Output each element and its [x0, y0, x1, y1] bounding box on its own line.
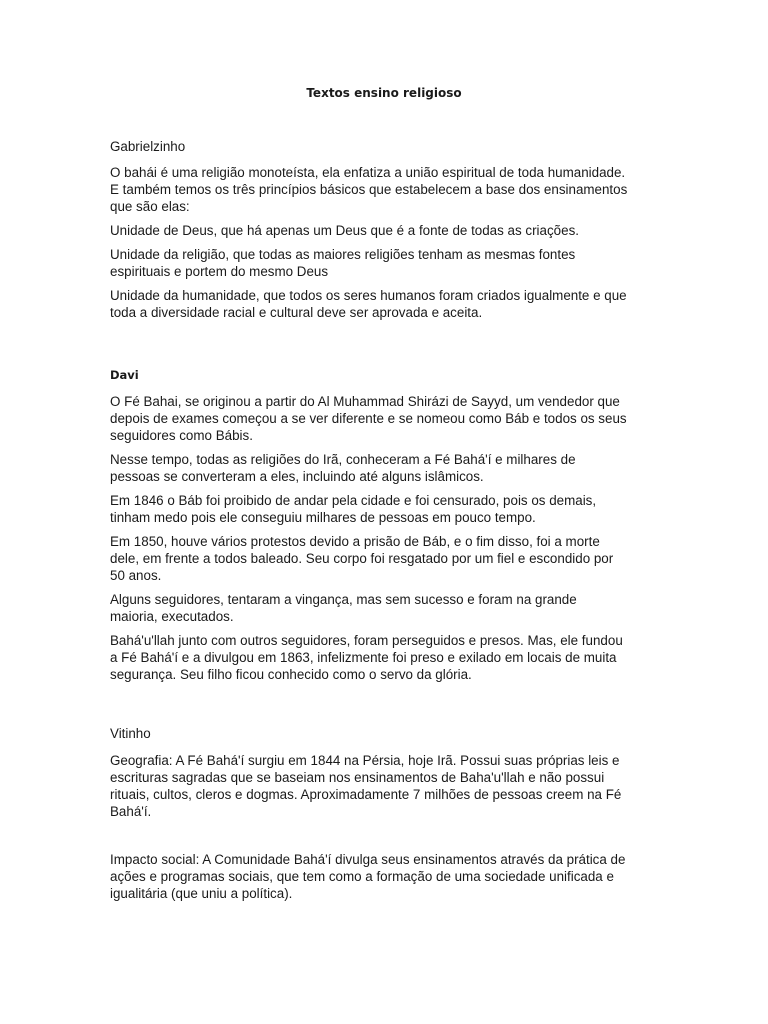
document-title: Textos ensino religioso: [306, 86, 462, 100]
paragraph: Unidade da humanidade, que todos os seres humanos foram criados igualmente e que toda a diversidade racial e cultural deve ser aprovada e aceita.: [110, 288, 627, 320]
paragraph: O Fé Bahai, se originou a partir do Al Muhammad Shirázi de Sayyd, um vendedor que depois de exames começou a se ver diferente e se nomeou como Báb e todos os seus seguidores como Bábis.: [110, 394, 627, 443]
paragraph: Impacto social: A Comunidade Bahá'í divulga seus ensinamentos através da prática de ações e programas sociais, que tem como a formação de uma sociedade unificada e igualitária (que uniu a política).: [110, 852, 626, 901]
section-gabrielzinho: [110, 139, 670, 328]
paragraph: O bahái é uma religião monoteísta, ela enfatiza a união espiritual de toda humanidade. E também temos os três princípios básicos que estabelecem a base dos ensinamentos que são elas:: [110, 165, 628, 214]
paragraph: Em 1846 o Báb foi proibido de andar pela cidade e foi censurado, pois os demais, tinham medo pois ele conseguiu milhares de pessoas em pouco tempo.: [110, 493, 597, 525]
paragraph: Geografia: A Fé Bahá'í surgiu em 1844 na Pérsia, hoje Irã. Possui suas próprias leis e escrituras sagradas que se baseiam nos ensinamentos de Baha'u'llah e não possui rituais, cultos, cleros e dogmas. Aproximadamente 7 milhões de pessoas creem na Fé Bahá'í.: [110, 753, 622, 819]
section-vitinho: [110, 726, 670, 902]
paragraph: Em 1850, houve vários protestos devido a prisão de Báb, e o fim disso, foi a morte dele, em frente a todos baleado. Seu corpo foi resgatado por um fiel e escondido por 50 anos.: [110, 534, 614, 583]
paragraph: Unidade da religião, que todas as maiores religiões tenham as mesmas fontes espirituais e portem do mesmo Deus: [110, 247, 576, 279]
section-author: Vitinho: [110, 726, 151, 741]
paragraph: Unidade de Deus, que há apenas um Deus que é a fonte de todas as criações.: [110, 223, 579, 238]
paragraph: Alguns seguidores, tentaram a vingança, mas sem sucesso e foram na grande maioria, executados.: [110, 592, 577, 624]
section-author: Davi: [110, 368, 139, 382]
paragraph: Bahá'u'llah junto com outros seguidores, foram perseguidos e presos. Mas, ele fundou a Fé Bahá'í e a divulgou em 1863, infelizmente foi preso e exilado em locais de muita segurança. Seu filho ficou conhecido como o servo da glória.: [110, 633, 623, 682]
section-author: Gabrielzinho: [110, 139, 186, 154]
paragraph: Nesse tempo, todas as religiões do Irã, conheceram a Fé Bahá'í e milhares de pessoas se converteram a eles, incluindo até alguns islâmicos.: [110, 452, 576, 484]
section-davi: [110, 367, 670, 690]
